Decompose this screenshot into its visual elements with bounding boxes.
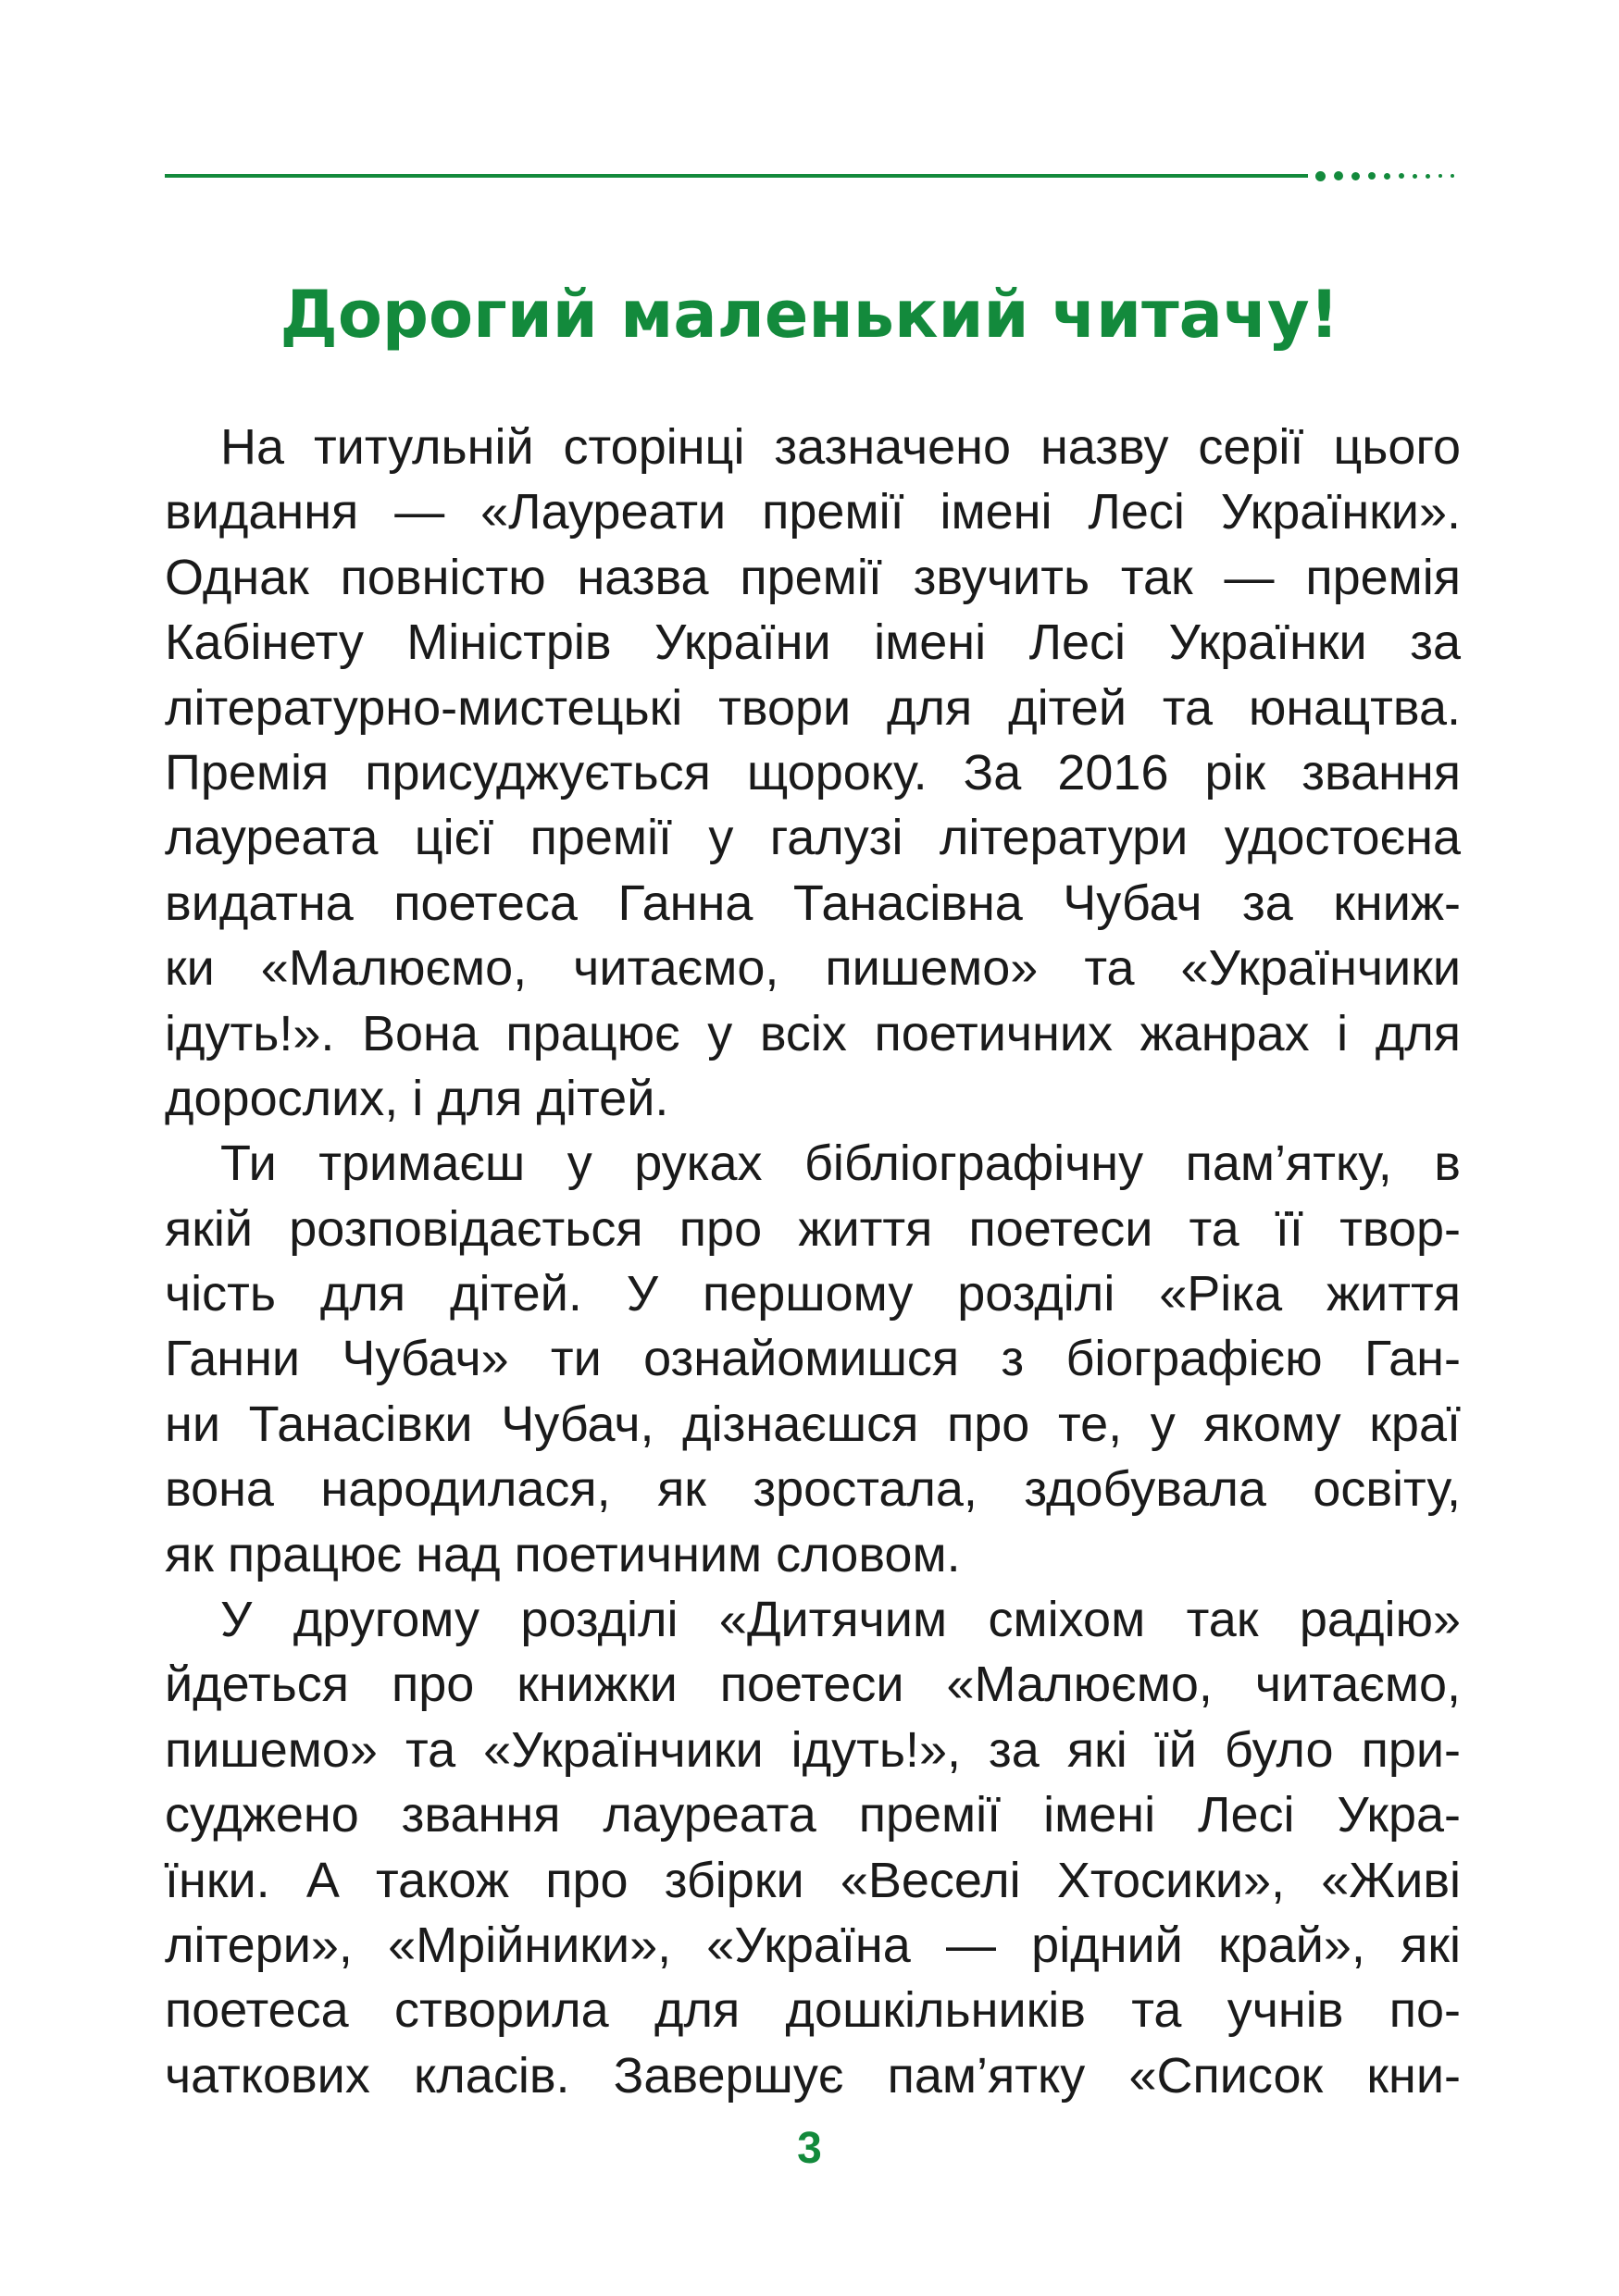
rule-dot [1426, 174, 1430, 179]
text-line: йдеться про книжки поетеси «Малюємо, читаємо, [165, 1657, 1461, 1713]
rule-dot [1438, 174, 1442, 178]
text-line: лауреата цієї премії у галузі літератури удостоєна [165, 810, 1461, 866]
body-text [165, 415, 1461, 2108]
text-line: чість для дітей. У першому розділі «Ріка життя [165, 1266, 1461, 1322]
text-line: літературно-мистецькі твори для дітей та юнацтва. [165, 679, 1461, 736]
page-number: 3 [797, 2124, 822, 2173]
rule-dot [1368, 172, 1376, 180]
text-line: Премія присуджується щороку. За 2016 рік звання [165, 744, 1461, 800]
text-line: На титульній сторінці зазначено назву серії цього [220, 419, 1461, 475]
text-line: їнки. А також про збірки «Веселі Хтосики», «Живі [165, 1852, 1461, 1908]
text-line: як працює над поетичним словом. [165, 1526, 961, 1582]
text-line: ки «Малюємо, читаємо, пишемо» та «Українчики [165, 940, 1461, 997]
rule-dot [1334, 171, 1343, 180]
text-line: літери», «Мрійники», «Україна — рідний край», які [165, 1917, 1461, 1973]
text-line: Ти тримаєш у руках бібліографічну пам’ятку, в [220, 1136, 1461, 1192]
header-rule-dots [1315, 172, 1463, 180]
rule-dot [1399, 173, 1404, 179]
text-line: суджено звання лауреата премії імені Лесі Укра- [165, 1787, 1461, 1843]
text-line: пишемо» та «Українчики ідуть!», за які їй було при- [165, 1721, 1461, 1778]
text-line: ідуть!». Вона працює у всіх поетичних жанрах і для [165, 1005, 1461, 1061]
rule-dot [1384, 173, 1390, 180]
text-line: якій розповідається про життя поетеси та її твор- [165, 1200, 1461, 1257]
text-line: чаткових класів. Завершує пам’ятку «Список кни- [165, 2047, 1461, 2104]
text-line: видатна поетеса Ганна Танасівна Чубач за книж- [165, 875, 1461, 931]
header-rule-line [165, 174, 1308, 178]
text-line: ни Танасівки Чубач, дізнаєшся про те, у якому краї [165, 1396, 1461, 1452]
header-rule [165, 172, 1461, 180]
rule-dot [1451, 174, 1454, 178]
text-line: У другому розділі «Дитячим сміхом так радію» [220, 1592, 1461, 1648]
text-line: вона народилася, як зростала, здобувала освіту, [165, 1461, 1461, 1518]
text-line: Однак повністю назва премії звучить так — премія [165, 549, 1461, 605]
text-line: Кабінету Міністрів України імені Лесі Українки за [165, 614, 1461, 671]
text-line: поетеса створила для дошкільників та учнів по- [165, 1982, 1461, 2039]
page-title: Дорогий маленький читачу! [280, 277, 1339, 353]
rule-dot [1413, 174, 1417, 179]
rule-dot [1351, 172, 1360, 180]
text-line: дорослих, і для дітей. [165, 1070, 669, 1126]
text-line: видання — «Лауреати премії імені Лесі Українки». [165, 484, 1461, 540]
rule-dot [1315, 171, 1326, 181]
text-line: Ганни Чубач» ти ознайомишся з біографією Ган- [165, 1331, 1461, 1387]
